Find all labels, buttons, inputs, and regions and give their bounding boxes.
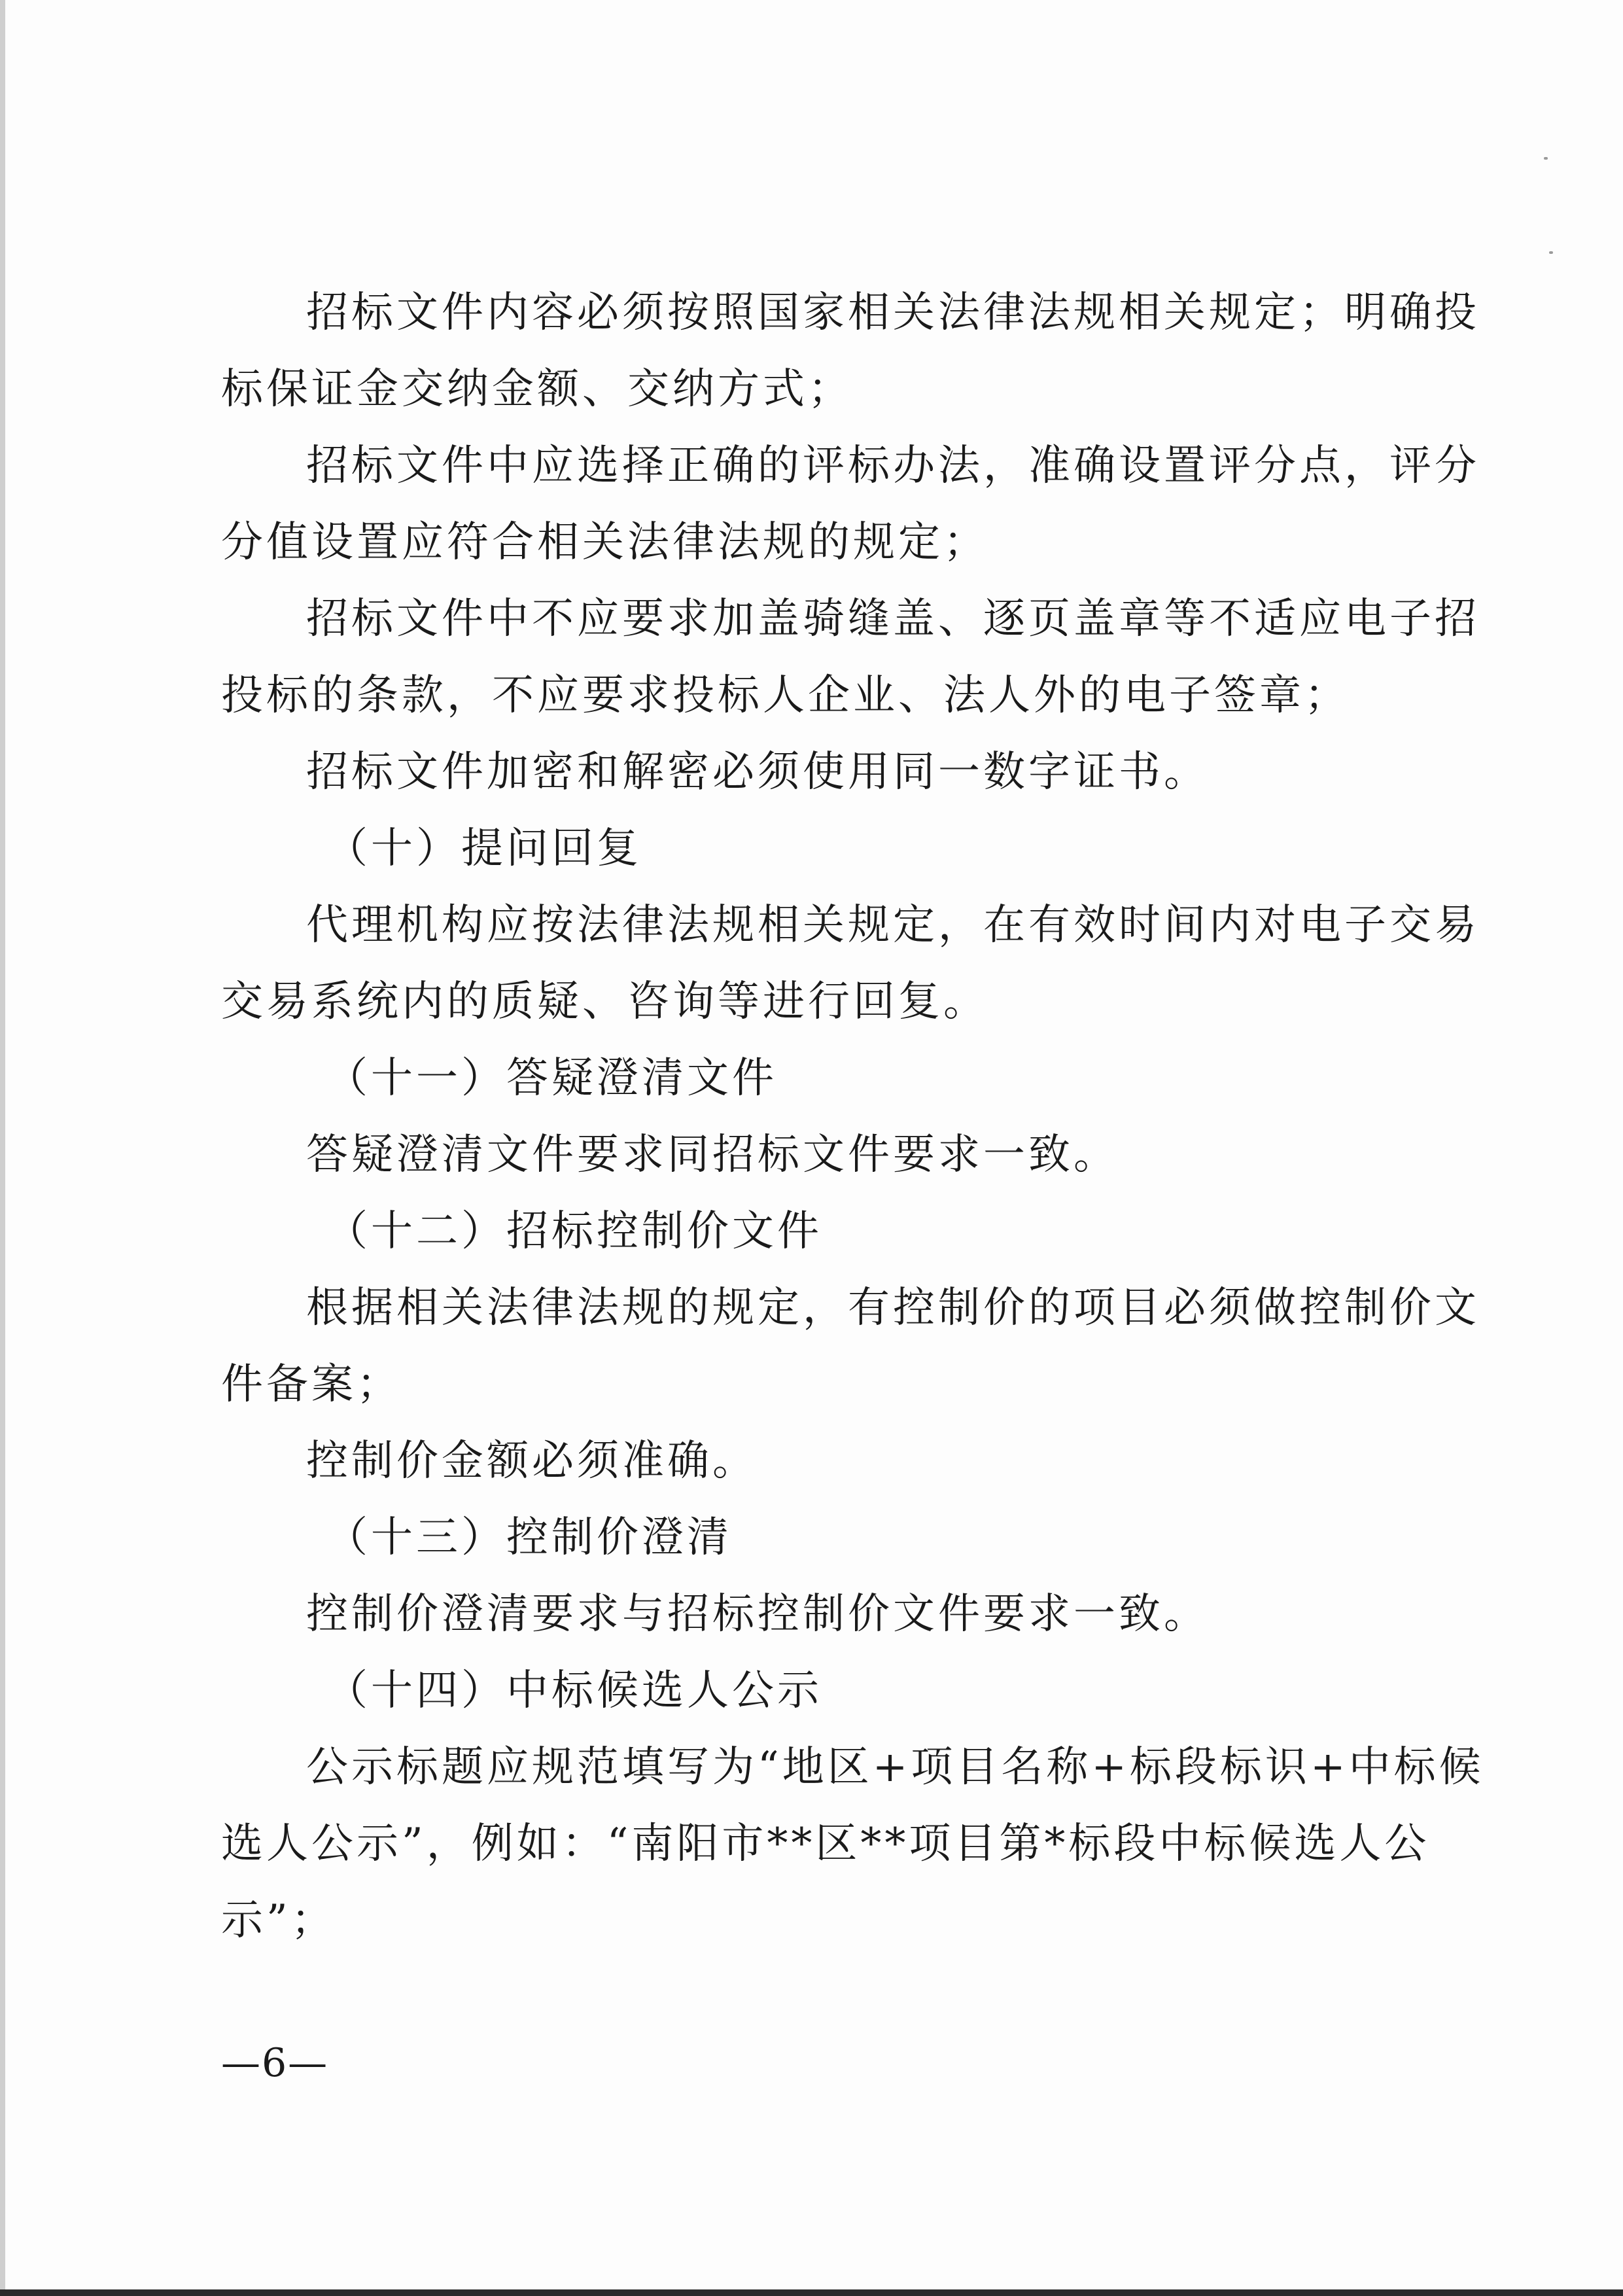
- scan-speck: [1544, 157, 1548, 160]
- paragraph-line: 招标文件中不应要求加盖骑缝盖、逐页盖章等不适应电子招: [306, 595, 1480, 643]
- scan-bottom-edge: [0, 2289, 1623, 2296]
- section-heading: （十四）中标候选人公示: [326, 1667, 822, 1715]
- paragraph-line: 分值设置应符合相关法律法规的规定；: [221, 518, 988, 567]
- paragraph-line: 示”；: [221, 1896, 336, 1945]
- paragraph-line: 选人公示”，例如：“南阳市**区**项目第*标段中标候选人公: [221, 1820, 1430, 1868]
- paragraph-line: 控制价金额必须准确。: [306, 1437, 758, 1485]
- paragraph-line: 答疑澄清文件要求同招标文件要求一致。: [306, 1131, 1119, 1179]
- section-heading: （十二）招标控制价文件: [326, 1207, 822, 1256]
- paragraph-line: 招标文件加密和解密必须使用同一数字证书。: [306, 748, 1209, 796]
- paragraph-line: 根据相关法律法规的规定，有控制价的项目必须做控制价文: [306, 1284, 1480, 1332]
- paragraph-line: 招标文件中应选择正确的评标办法，准确设置评分点，评分: [306, 442, 1480, 490]
- paragraph-line: 公示标题应规范填写为“地区+项目名称+标段标识+中标候: [306, 1743, 1484, 1792]
- paragraph-line: 件备案；: [221, 1360, 402, 1409]
- scan-speck: [1549, 251, 1553, 254]
- paragraph-line: 招标文件内容必须按照国家相关法律法规相关规定；明确投: [306, 289, 1480, 337]
- page-number: —6—: [221, 2040, 329, 2086]
- paragraph-line: 代理机构应按法律法规相关规定，在有效时间内对电子交易: [306, 901, 1480, 949]
- paragraph-line: 标保证金交纳金额、交纳方式；: [221, 365, 853, 414]
- section-heading: （十一）答疑澄清文件: [326, 1054, 777, 1103]
- paragraph-line: 投标的条款，不应要求投标人企业、法人外的电子签章；: [221, 671, 1350, 720]
- scan-left-edge: [0, 0, 5, 2296]
- document-body: [221, 275, 1484, 1959]
- paragraph-line: 控制价澄清要求与招标控制价文件要求一致。: [306, 1590, 1209, 1638]
- section-heading: （十）提问回复: [326, 824, 642, 873]
- paragraph-line: 交易系统内的质疑、咨询等进行回复。: [221, 978, 988, 1026]
- section-heading: （十三）控制价澄清: [326, 1513, 732, 1562]
